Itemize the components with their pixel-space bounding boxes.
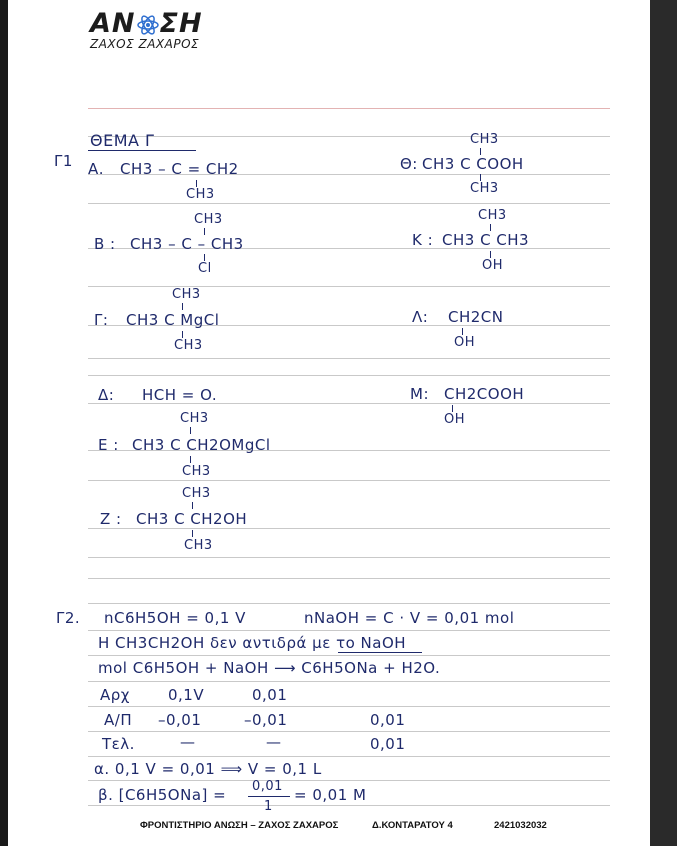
scan-border xyxy=(650,0,677,846)
notebook-page xyxy=(8,0,650,846)
formula-th-bond-top xyxy=(480,148,481,155)
formula-th-sub-bottom: CH3 xyxy=(470,181,499,196)
formula-l-bond xyxy=(462,328,463,335)
g2-line-b-lhs: β. [C6H5ONa] = xyxy=(98,786,227,804)
formula-b-bond-bottom xyxy=(204,254,205,261)
logo-title-right: ΣΗ xyxy=(159,8,203,39)
formula-l-label: Λ: xyxy=(412,308,429,326)
footer-left: ΦΡΟΝΤΙΣΤΗΡΙΟ ΑΝΩΣΗ – ΖΑΧΟΣ ΖΑΧΑΡΟΣ xyxy=(140,820,339,831)
formula-m-sub-bottom: OH xyxy=(444,412,466,427)
table-final-1: — xyxy=(180,733,196,751)
formula-b-sub-bottom: Cl xyxy=(198,261,212,276)
footer-middle: Δ.ΚΟΝΤΑΡΑΤΟΥ 4 xyxy=(372,820,453,831)
formula-b-main: CH3 – C – CH3 xyxy=(130,235,244,253)
formula-k-sub-top: CH3 xyxy=(478,208,507,223)
table-change-label: Α/Π xyxy=(104,711,133,729)
g2-line-b-den: 1 xyxy=(264,799,273,814)
formula-l-main: CH2CN xyxy=(448,308,504,326)
formula-g-label: Γ: xyxy=(94,311,109,329)
formula-z-label: Ζ : xyxy=(100,510,122,528)
formula-k-main: CH3 C CH3 xyxy=(442,231,530,249)
logo-subtitle: ΖΑΧΟΣ ΖΑΧΑΡΟΣ xyxy=(90,37,200,51)
formula-b-label: Β : xyxy=(94,235,116,253)
formula-m-main: CH2COOH xyxy=(444,385,525,403)
formula-e-label: Ε : xyxy=(98,436,119,454)
formula-g-main: CH3 C MgCl xyxy=(126,311,220,329)
formula-k-bond-top xyxy=(490,224,491,231)
atom-icon xyxy=(137,14,159,36)
table-final-2: — xyxy=(266,733,282,751)
formula-th-sub-top: CH3 xyxy=(470,132,499,147)
statement-underline xyxy=(338,652,422,653)
g2-label: Γ2. xyxy=(56,609,81,627)
footer-right: 2421032032 xyxy=(494,820,547,831)
formula-z-sub-bottom: CH3 xyxy=(184,538,213,553)
table-start-1: 0,1V xyxy=(168,686,205,704)
formula-m-label: Μ: xyxy=(410,385,429,403)
formula-z-bond-bottom xyxy=(192,530,193,537)
fraction-bar xyxy=(248,796,290,797)
formula-e-bond-top xyxy=(190,427,191,434)
g2-line-a: α. 0,1 V = 0,01 ⟹ V = 0,1 L xyxy=(94,760,322,778)
formula-e-sub-bottom: CH3 xyxy=(182,464,211,479)
g2-line-b-num: 0,01 xyxy=(252,779,283,794)
formula-e-sub-top: CH3 xyxy=(180,411,209,426)
logo-title-left: ΑΝ xyxy=(90,8,136,39)
formula-m-bond xyxy=(452,405,453,412)
formula-k-label: Κ : xyxy=(412,231,434,249)
formula-b-sub-top: CH3 xyxy=(194,212,223,227)
table-change-1: –0,01 xyxy=(158,711,202,729)
formula-a-main: CH3 – C = CH2 xyxy=(120,160,239,178)
table-start-2: 0,01 xyxy=(252,686,288,704)
table-final-3: 0,01 xyxy=(370,735,406,753)
formula-th-main: CH3 C COOH xyxy=(422,155,524,173)
formula-g-sub-bottom: CH3 xyxy=(174,338,203,353)
g2-n-ethanol: nC6H5OH = 0,1 V xyxy=(104,609,246,627)
formula-g-sub-top: CH3 xyxy=(172,287,201,302)
table-change-2: –0,01 xyxy=(244,711,288,729)
g1-label: Γ1 xyxy=(54,152,73,170)
formula-k-sub-bottom: OH xyxy=(482,258,504,273)
logo xyxy=(90,8,203,51)
theme-heading: ΘΕΜΑ Γ xyxy=(90,131,155,150)
formula-z-bond-top xyxy=(192,502,193,509)
formula-e-main: CH3 C CH2OMgCl xyxy=(132,436,271,454)
formula-z-sub-top: CH3 xyxy=(182,486,211,501)
g2-line-b-rhs: = 0,01 M xyxy=(294,786,367,804)
g2-n-naoh: nNaOH = C · V = 0,01 mol xyxy=(304,609,515,627)
formula-th-bond-bottom xyxy=(480,174,481,181)
formula-g-bond-bottom xyxy=(182,331,183,338)
formula-a-bond xyxy=(196,180,197,187)
g2-statement: Η CH3CH2OH δεν αντιδρά με το NaOH xyxy=(98,634,407,652)
theme-underline xyxy=(88,150,196,151)
formula-b-bond-top xyxy=(204,228,205,235)
formula-a-sub-bottom: CH3 xyxy=(186,187,215,202)
formula-th-label: Θ: xyxy=(400,155,418,173)
formula-a-label: Α. xyxy=(88,160,105,178)
formula-d-main: HCH = O. xyxy=(142,386,218,404)
formula-l-sub-bottom: OH xyxy=(454,335,476,350)
table-final-label: Τελ. xyxy=(102,735,135,753)
table-change-3: 0,01 xyxy=(370,711,406,729)
formula-k-bond-bottom xyxy=(490,251,491,258)
g2-reaction: mol C6H5OH + NaOH ⟶ C6H5ONa + H2O. xyxy=(98,659,441,677)
formula-z-main: CH3 C CH2OH xyxy=(136,510,248,528)
formula-d-label: Δ: xyxy=(98,386,115,404)
table-start-label: Αρχ xyxy=(100,686,130,704)
formula-g-bond-top xyxy=(182,303,183,310)
formula-e-bond-bottom xyxy=(190,456,191,463)
